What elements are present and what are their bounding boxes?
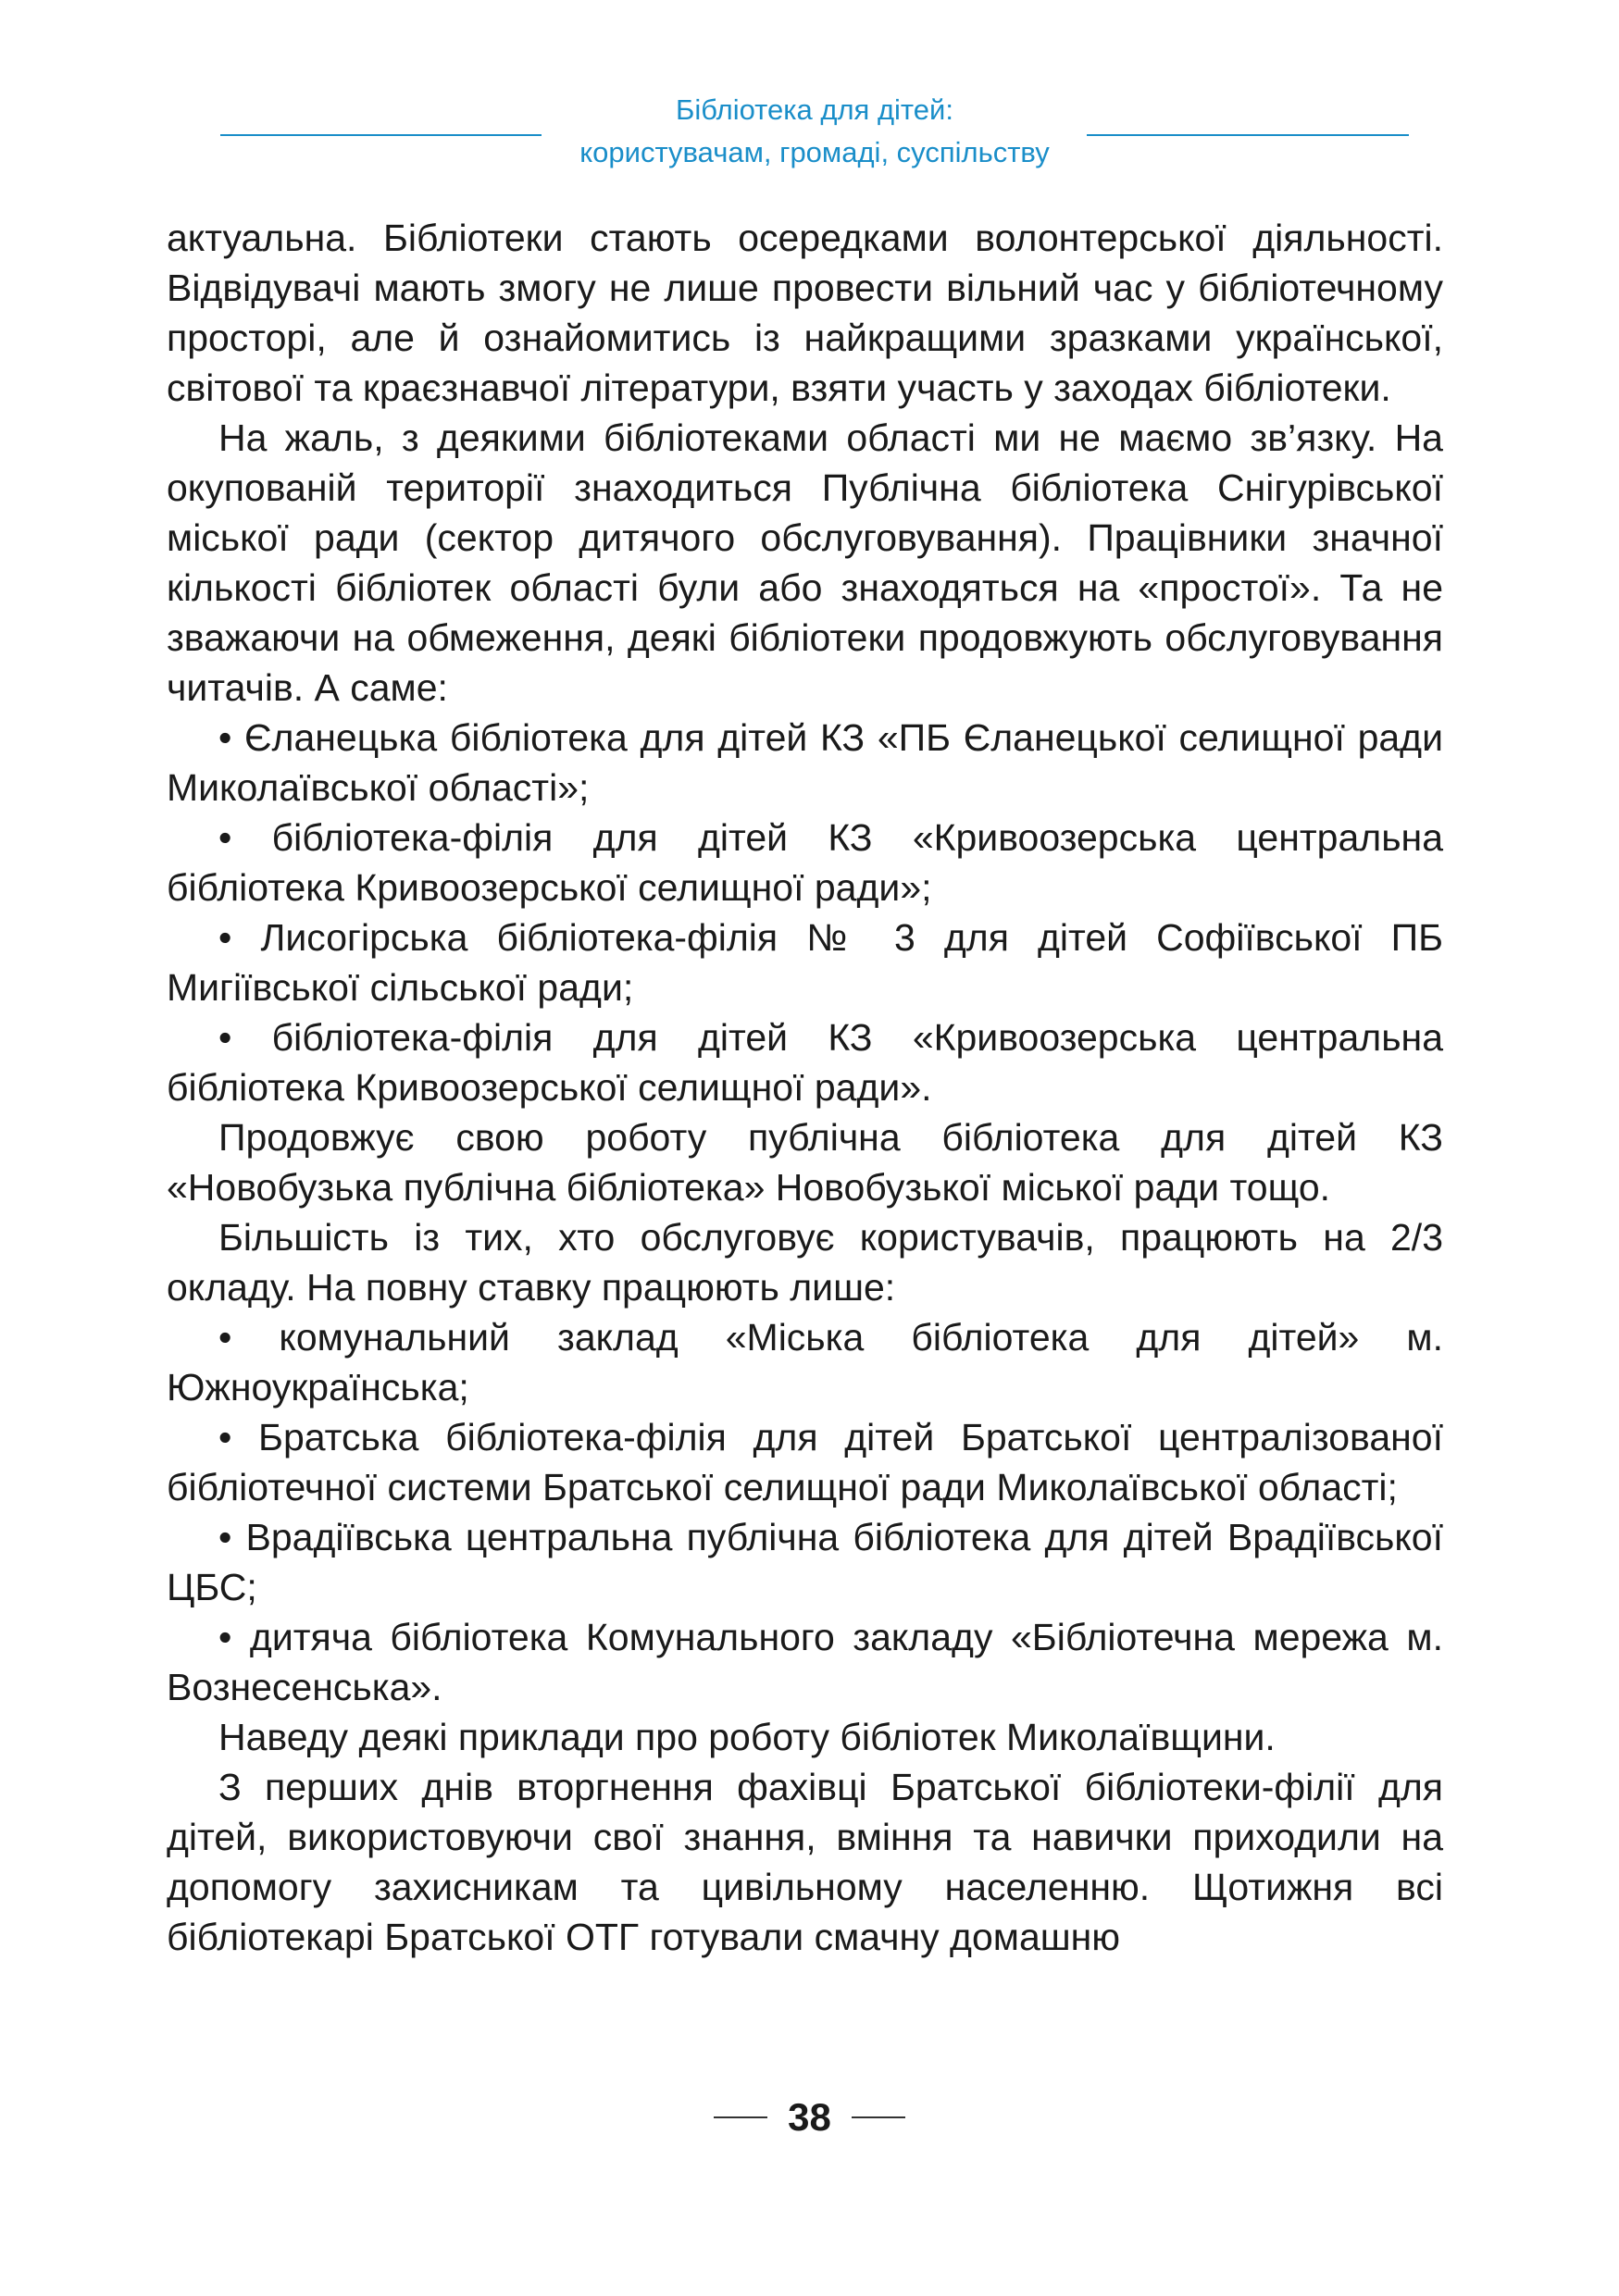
header-rule-right	[1087, 134, 1409, 136]
header-rule-left	[220, 134, 542, 136]
page-footer	[0, 2093, 1619, 2141]
list-item: • Лисогірська бібліотека-філія № 3 для дітей Софіївської ПБ Мигіївської сільської ради;	[167, 916, 1443, 1009]
list-item: • Братська бібліотека-філія для дітей Братської централізованої бібліотечної системи Братської селищної ради Миколаївської області;	[167, 1416, 1443, 1508]
running-header-line-1: Бібліотека для дітей:	[676, 93, 953, 126]
paragraph: Більшість із тих, хто обслуговує користувачів, працюють на 2/3 окладу. На повну ставку працюють лише:	[167, 1216, 1443, 1309]
paragraph: З перших днів вторгнення фахівці Братської бібліотеки-філії для дітей, використовуючи свої знання, вміння та навички приходили на допомогу захисникам та цивільному населенню. Щотижня всі бібліотекарі Братської ОТГ готували смачну домашню	[167, 1766, 1443, 1958]
list-item: • дитяча бібліотека Комунального закладу «Бібліотечна мережа м. Вознесенська».	[167, 1616, 1443, 1708]
paragraph: Продовжує свою роботу публічна бібліотека для дітей КЗ «Новобузька публічна бібліотека» Новобузької міської ради тощо.	[167, 1116, 1443, 1209]
running-header-line-2: користувачам, громаді, суспільству	[579, 136, 1050, 168]
list-item: • комунальний заклад «Міська бібліотека для дітей» м. Южноукраїнська;	[167, 1316, 1443, 1409]
page-number-dash-right	[852, 2116, 905, 2118]
list-item: • Єланецька бібліотека для дітей КЗ «ПБ Єланецької селищної ради Миколаївської області»;	[167, 716, 1443, 809]
page-number-dash-left	[714, 2116, 767, 2118]
list-item: • бібліотека-філія для дітей КЗ «Кривоозерська центральна бібліотека Кривоозерської селищної ради»;	[167, 816, 1443, 909]
running-header	[518, 89, 1111, 174]
paragraph: Наведу деякі приклади про роботу бібліотек Миколаївщини.	[218, 1716, 1276, 1758]
body-text	[167, 213, 1443, 1962]
list-item: • Врадіївська центральна публічна бібліотека для дітей Врадіївської ЦБС;	[167, 1516, 1443, 1608]
list-item: • бібліотека-філія для дітей КЗ «Кривоозерська центральна бібліотека Кривоозерської селищної ради».	[167, 1016, 1443, 1109]
paragraph: актуальна. Бібліотеки стають осередками волонтерської діяльності. Відвідувачі мають змогу не лише провести вільний час у бібліотечному просторі, але й ознайомитись із найкращими зразками української, світової та краєзнавчої літератури, взяти участь у заходах бібліотеки.	[167, 217, 1443, 409]
paragraph: На жаль, з деякими бібліотеками області ми не маємо зв’язку. На окупованій території знаходиться Публічна бібліотека Снігурівської міської ради (сектор дитячого обслуговування). Працівники значної кількості бібліотек області були або знаходяться на «простої». Та не зважаючи на обмеження, деякі бібліотеки продовжують обслуговування читачів. А саме:	[167, 416, 1443, 709]
page-number: 38	[788, 2095, 831, 2139]
